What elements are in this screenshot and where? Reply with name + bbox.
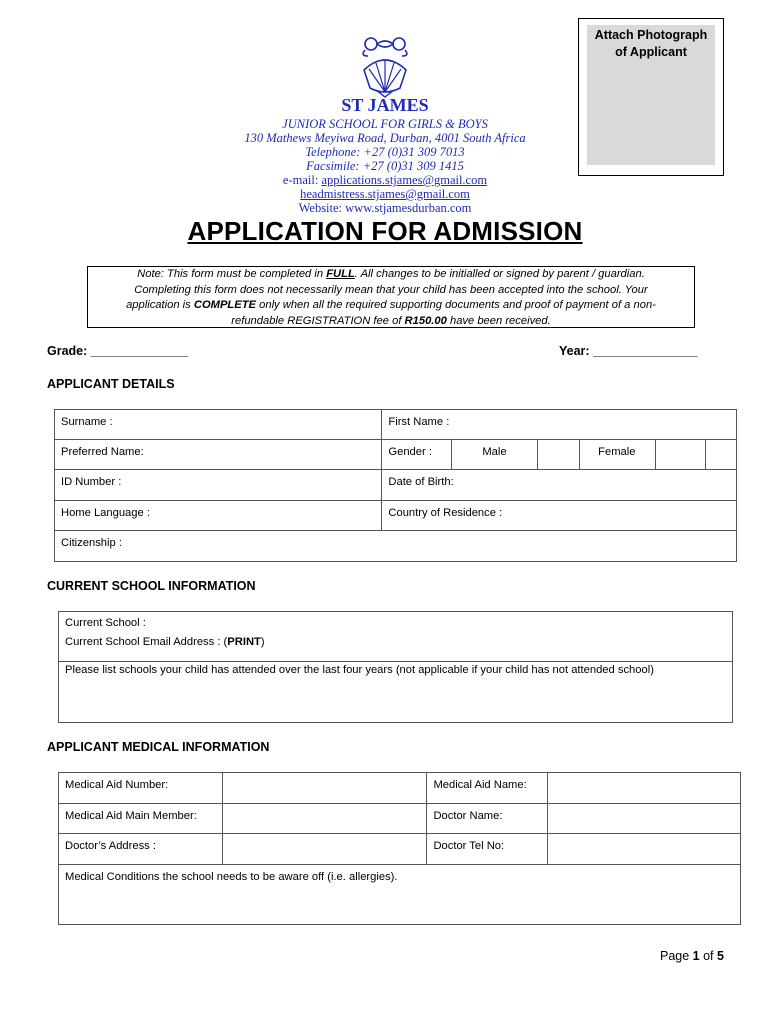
current-school-email-field[interactable]: Current School Email Address : (PRINT) <box>65 636 265 648</box>
photo-label-line2: of Applicant <box>615 45 687 59</box>
doctor-tel-input[interactable] <box>548 834 741 865</box>
note-box: Note: This form must be completed in FULL. All changes to be initialled or signed by parent / guardian. Completing this form does not necessarily mean that your child has been accepted into the school. Your application is COMPLETE only when all the required supporting documents and proof of payment of a non- refundable REGISTRATION fee of R150.00 have been received. <box>87 266 695 328</box>
current-school-field[interactable]: Current School : <box>65 617 146 629</box>
medical-aid-number-input[interactable] <box>222 773 427 804</box>
current-school-cell[interactable] <box>59 612 733 662</box>
applicant-details-table <box>54 409 737 562</box>
school-website: Website: www.stjamesdurban.com <box>298 201 472 215</box>
surname-field[interactable]: Surname : <box>55 410 382 440</box>
school-email-line <box>0 173 770 187</box>
id-number-field[interactable]: ID Number : <box>55 470 382 501</box>
dob-field[interactable]: Date of Birth: <box>382 470 737 501</box>
home-language-field[interactable]: Home Language : <box>55 501 382 531</box>
medical-aid-name-input[interactable] <box>548 773 741 804</box>
medical-aid-number-label: Medical Aid Number: <box>59 773 223 804</box>
page-number: Page 1 of 5 <box>660 949 724 963</box>
photo-label-line1: Attach Photograph <box>594 28 708 42</box>
school-email-line2 <box>0 187 770 201</box>
school-name: ST JAMES <box>341 95 429 115</box>
applicant-details-heading: APPLICANT DETAILS <box>47 377 175 391</box>
medical-table <box>58 772 741 925</box>
school-subtitle: JUNIOR SCHOOL FOR GIRLS & BOYS <box>282 117 488 131</box>
page-title: APPLICATION FOR ADMISSION <box>187 216 583 246</box>
email-link-applications[interactable]: applications.stjames@gmail.com <box>321 173 488 187</box>
medical-aid-name-label: Medical Aid Name: <box>427 773 548 804</box>
country-field[interactable]: Country of Residence : <box>382 501 737 531</box>
email-link-headmistress[interactable]: headmistress.stjames@gmail.com <box>300 187 470 201</box>
main-member-input[interactable] <box>222 804 427 834</box>
first-name-field[interactable]: First Name : <box>382 410 737 440</box>
email-label: e-mail: <box>282 173 322 187</box>
preferred-name-field[interactable]: Preferred Name: <box>55 440 382 470</box>
gender-female-checkbox[interactable] <box>656 440 706 470</box>
citizenship-field[interactable]: Citizenship : <box>55 531 737 562</box>
grade-field[interactable]: Grade: ______________ <box>47 344 189 358</box>
current-school-table <box>58 611 733 723</box>
doctor-tel-label: Doctor Tel No: <box>427 834 548 865</box>
gender-female-label: Female <box>580 440 656 470</box>
doctor-name-input[interactable] <box>548 804 741 834</box>
current-school-heading: CURRENT SCHOOL INFORMATION <box>47 579 256 593</box>
year-field[interactable]: Year: _______________ <box>559 344 698 358</box>
gender-label: Gender : <box>382 440 452 470</box>
medical-heading: APPLICANT MEDICAL INFORMATION <box>47 740 270 754</box>
school-crest-logo <box>356 36 414 98</box>
school-history-field[interactable]: Please list schools your child has attended over the last four years (not applicable if your child has not attended school) <box>59 662 733 723</box>
main-member-label: Medical Aid Main Member: <box>59 804 223 834</box>
gender-extra-cell <box>706 440 737 470</box>
gender-male-checkbox[interactable] <box>538 440 580 470</box>
doctor-name-label: Doctor Name: <box>427 804 548 834</box>
medical-conditions-field[interactable]: Medical Conditions the school needs to be aware off (i.e. allergies). <box>59 865 741 925</box>
doctor-address-input[interactable] <box>222 834 427 865</box>
gender-male-label: Male <box>452 440 538 470</box>
photo-label <box>579 27 723 61</box>
school-telephone: Telephone: +27 (0)31 309 7013 <box>305 145 465 159</box>
doctor-address-label: Doctor’s Address : <box>59 834 223 865</box>
school-address: 130 Mathews Meyiwa Road, Durban, 4001 South Africa <box>244 131 526 145</box>
school-facsimile: Facsimile: +27 (0)31 309 1415 <box>306 159 464 173</box>
